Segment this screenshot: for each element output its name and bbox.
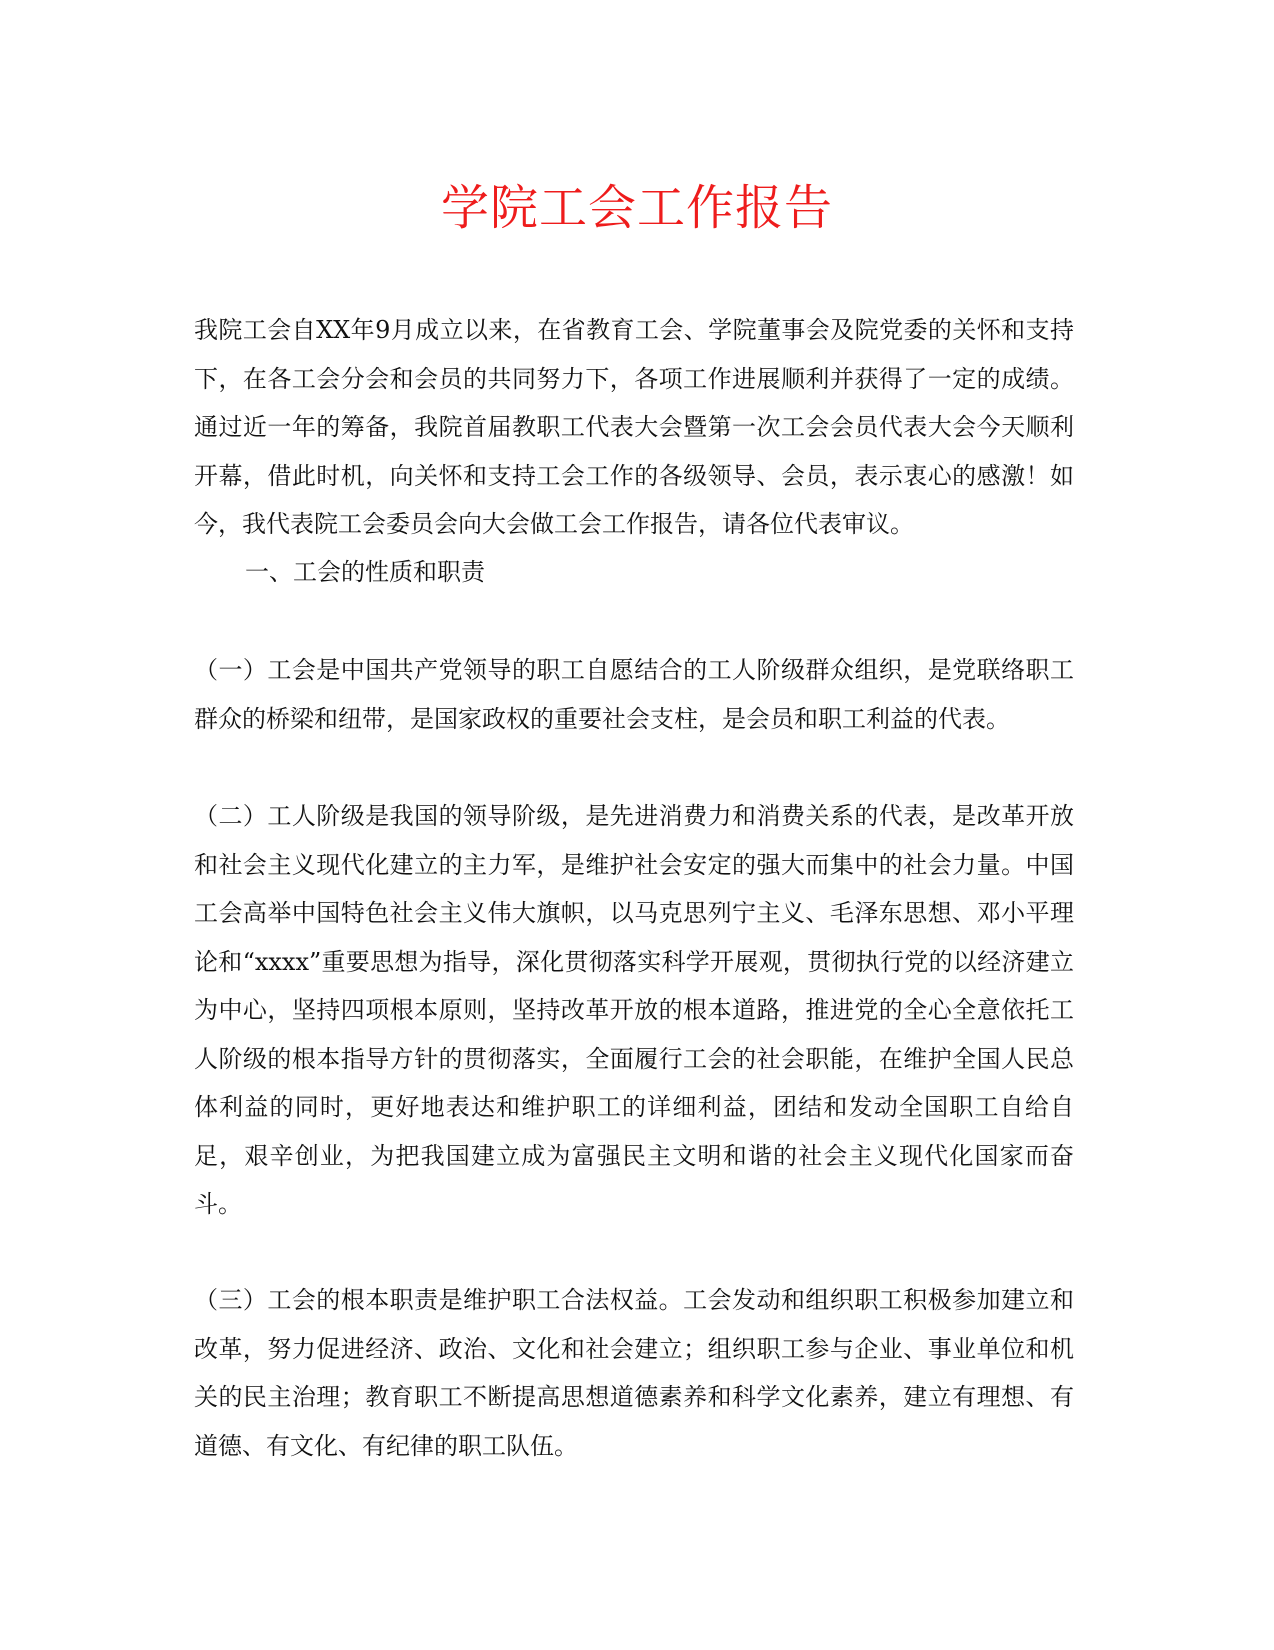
intro-paragraph: 我院工会自XX年9月成立以来，在省教育工会、学院董事会及院党委的关怀和支持下，在各工会分会和会员的共同努力下，各项工作进展顺利并获得了一定的成绩。通过近一年的筹备，我院首届教职工代表大会暨第一次工会会员代表大会今天顺利开幕，借此时机，向关怀和支持工会工作的各级领导、会员，表示衷心的感激！如今，我代表院工会委员会向大会做工会工作报告，请各位代表审议。 xyxy=(194,316,1074,538)
item-paragraph-3: （三）工会的根本职责是维护职工合法权益。工会发动和组织职工积极参加建立和改革，努力促进经济、政治、文化和社会建立；组织职工参与企业、事业单位和机关的民主治理；教育职工不断提高思想道德素养和科学文化素养，建立有理想、有道德、有文化、有纪律的职工队伍。 xyxy=(194,1286,1074,1460)
item-paragraph-1: （一）工会是中国共产党领导的职工自愿结合的工人阶级群众组织，是党联络职工群众的桥梁和纽带，是国家政权的重要社会支柱，是会员和职工利益的代表。 xyxy=(194,656,1074,733)
section-heading: 一、工会的性质和职责 xyxy=(245,558,485,586)
item-paragraph-2: （二）工人阶级是我国的领导阶级，是先进消费力和消费关系的代表，是改革开放和社会主义现代化建立的主力军，是维护社会安定的强大而集中的社会力量。中国工会高举中国特色社会主义伟大旗帜，以马克思列宁主义、毛泽东思想、邓小平理论和“xxxx”重要思想为指导，深化贯彻落实科学开展观，贯彻执行党的以经济建立为中心，坚持四项根本原则，坚持改革开放的根本道路，推进党的全心全意依托工人阶级的根本指导方针的贯彻落实，全面履行工会的社会职能，在维护全国人民总体利益的同时，更好地表达和维护职工的详细利益，团结和发动全国职工自给自足，艰辛创业，为把我国建立成为富强民主文明和谐的社会主义现代化国家而奋斗。 xyxy=(194,802,1074,1218)
document-title: 学院工会工作报告 xyxy=(440,180,833,236)
